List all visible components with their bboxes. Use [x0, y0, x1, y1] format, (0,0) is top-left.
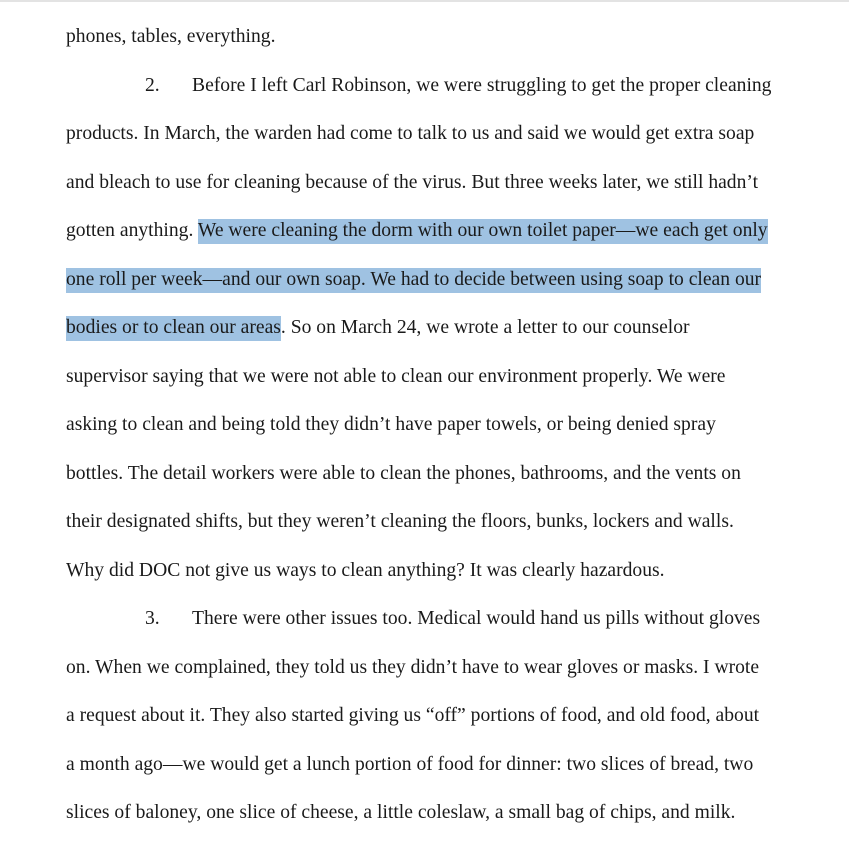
text-line-15: a request about it. They also started giving us “off” portions of food, and old food, about: [66, 705, 760, 726]
text-line-3: products. In March, the warden had come to talk to us and said we would get extra soap: [66, 123, 755, 144]
text-line-2: Before I left Carl Robinson, we were struggling to get the proper cleaning: [192, 75, 772, 96]
text-line-10: bottles. The detail workers were able to clean the phones, bathrooms, and the vents on: [66, 463, 741, 484]
paragraph-number-3: 3.: [145, 608, 160, 629]
text-line-6: [66, 268, 761, 292]
highlighted-text[interactable]: We were cleaning the dorm with our own toilet paper—we each get only: [198, 219, 768, 244]
text-line-1: phones, tables, everything.: [66, 26, 276, 47]
text-line-7: [66, 316, 690, 340]
highlighted-text[interactable]: bodies or to clean our areas: [66, 316, 281, 341]
text-segment: . So on March 24, we wrote a letter to our counselor: [280, 317, 690, 338]
text-segment: gotten anything.: [66, 220, 198, 241]
text-line-9: asking to clean and being told they didn’t have paper towels, or being denied spray: [66, 414, 716, 435]
text-line-12: Why did DOC not give us ways to clean anything? It was clearly hazardous.: [66, 560, 665, 581]
text-line-5: [66, 219, 768, 243]
text-line-11: their designated shifts, but they weren’t cleaning the floors, bunks, lockers and walls.: [66, 511, 734, 532]
text-line-4: and bleach to use for cleaning because of the virus. But three weeks later, we still hadn’t: [66, 172, 759, 193]
text-line-8: supervisor saying that we were not able to clean our environment properly. We were: [66, 366, 726, 387]
text-line-14: on. When we complained, they told us they didn’t have to wear gloves or masks. I wrote: [66, 657, 760, 678]
highlighted-text[interactable]: one roll per week—and our own soap. We had to decide between using soap to clean our: [66, 268, 761, 293]
text-line-13: There were other issues too. Medical would hand us pills without gloves: [192, 608, 761, 629]
paragraph-number-2: 2.: [145, 75, 160, 96]
text-line-17: slices of baloney, one slice of cheese, a little coleslaw, a small bag of chips, and milk.: [66, 802, 736, 823]
text-line-16: a month ago—we would get a lunch portion of food for dinner: two slices of bread, two: [66, 754, 754, 775]
